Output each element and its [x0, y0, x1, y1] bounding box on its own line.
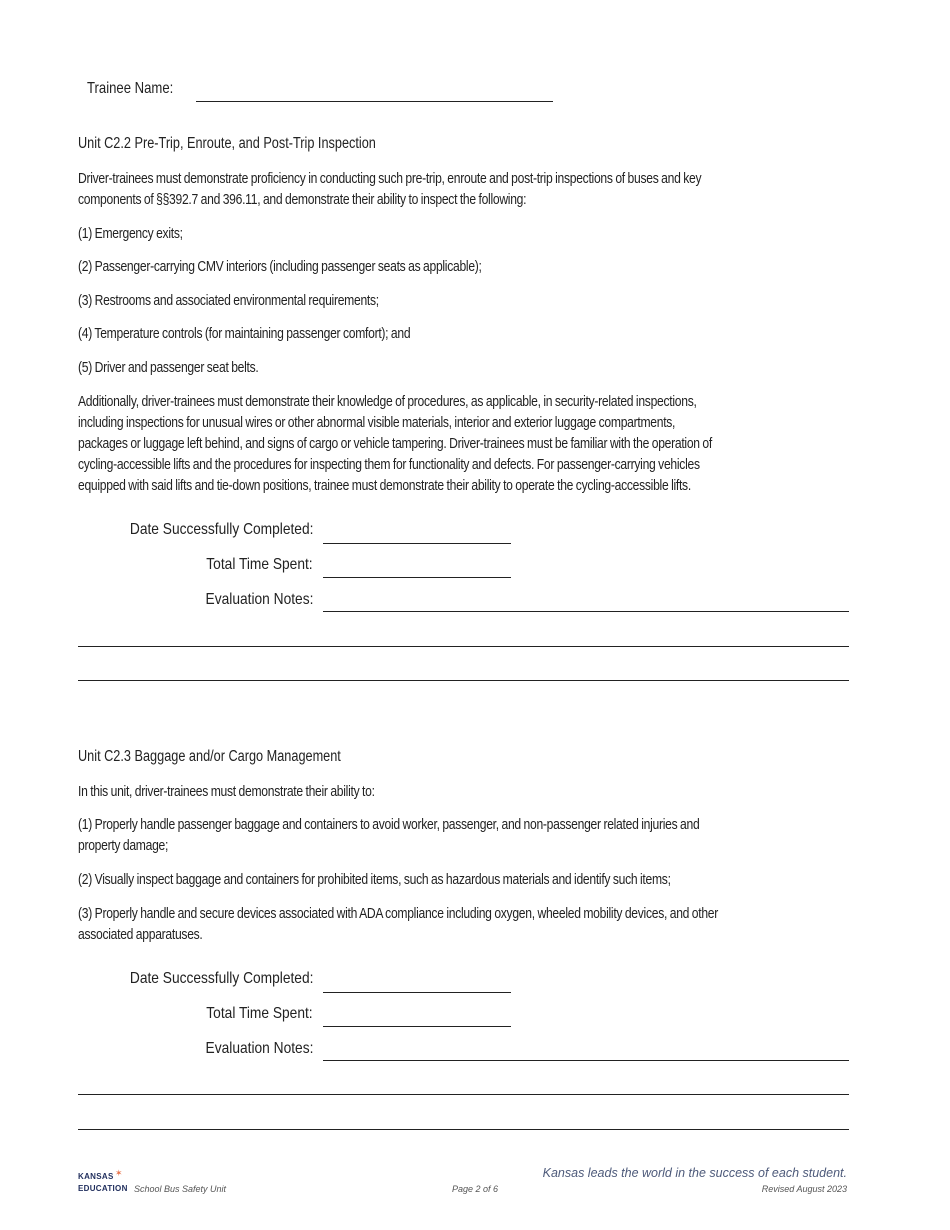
footer-motto: Kansas leads the world in the success of each student.	[542, 1166, 847, 1180]
kansas-education-logo	[78, 1168, 128, 1194]
unit-c23-intro: In this unit, driver-trainees must demonstrate their ability to:	[78, 784, 375, 800]
unit-c22-title: Unit C2.2 Pre-Trip, Enroute, and Post-Trip Inspection	[78, 135, 376, 152]
unit-c22-item-4: (4) Temperature controls (for maintaining passenger comfort); and	[78, 326, 411, 342]
unit-c22-item-5: (5) Driver and passenger seat belts.	[78, 360, 259, 376]
unit-c22-notes-line-3[interactable]	[78, 680, 849, 681]
unit-c23-time-field[interactable]	[323, 1026, 511, 1027]
unit-c22-intro: Driver-trainees must demonstrate proficiency in conducting such pre-trip, enroute and post-trip inspections of buses and key components of §§392.7 and 396.11, and demonstrate their ability to inspect the following:	[78, 171, 702, 208]
logo-line-education: EDUCATION	[78, 1184, 128, 1193]
unit-c23-item-2: (2) Visually inspect baggage and containers for prohibited items, such as hazardous materials and identify such items;	[78, 872, 671, 888]
footer-doc-title: School Bus Safety Unit	[134, 1184, 227, 1194]
unit-c22-item-3: (3) Restrooms and associated environmental requirements;	[78, 293, 379, 309]
logo-line-kansas: KANSAS	[78, 1172, 114, 1181]
unit-c23-notes-label: Evaluation Notes:	[205, 1040, 313, 1057]
unit-c23-date-label: Date Successfully Completed:	[129, 970, 313, 987]
logo-star-icon: ✶	[115, 1168, 123, 1178]
unit-c22-notes-field[interactable]	[323, 611, 849, 612]
footer-page-number: Page 2 of 6	[452, 1184, 499, 1194]
unit-c23-notes-line-3[interactable]	[78, 1129, 849, 1130]
unit-c22-time-field[interactable]	[323, 577, 511, 578]
unit-c22-item-2: (2) Passenger-carrying CMV interiors (including passenger seats as applicable);	[78, 259, 482, 275]
unit-c23-item-3: (3) Properly handle and secure devices associated with ADA compliance including oxygen, wheeled mobility devices, and other associated apparatuses.	[78, 906, 719, 943]
unit-c23-title: Unit C2.3 Baggage and/or Cargo Management	[78, 748, 341, 765]
unit-c22-notes-label: Evaluation Notes:	[205, 591, 313, 608]
unit-c22-notes-line-2[interactable]	[78, 646, 849, 647]
unit-c22-date-field[interactable]	[323, 543, 511, 544]
unit-c23-time-label: Total Time Spent:	[206, 1005, 313, 1022]
trainee-name-field[interactable]	[196, 101, 553, 102]
unit-c23-item-1: (1) Properly handle passenger baggage and containers to avoid worker, passenger, and non-passenger related injuries and property damage;	[78, 817, 700, 854]
unit-c23-date-field[interactable]	[323, 992, 511, 993]
unit-c22-additional-paragraph: Additionally, driver-trainees must demonstrate their knowledge of procedures, as applicable, in security-related inspections, including inspections for unusual wires or other abnormal visible materials, interior and exterior luggage compartments, packages or luggage left behind, and signs of cargo or vehicle tampering. Driver-trainees must be familiar with the operation of cycling-accessible lifts and the procedures for inspecting them for functionality and defects. For passenger-carrying vehicles equipped with said lifts and tie-down positions, trainee must demonstrate their ability to operate the cycling-accessible lifts.	[78, 394, 712, 494]
footer-revised-date: Revised August 2023	[761, 1184, 847, 1194]
trainee-name-label: Trainee Name:	[87, 80, 174, 97]
unit-c22-time-label: Total Time Spent:	[206, 556, 313, 573]
unit-c22-item-1: (1) Emergency exits;	[78, 226, 183, 242]
unit-c23-notes-line-2[interactable]	[78, 1094, 849, 1095]
unit-c23-notes-field[interactable]	[323, 1060, 849, 1061]
unit-c22-date-label: Date Successfully Completed:	[129, 521, 313, 538]
